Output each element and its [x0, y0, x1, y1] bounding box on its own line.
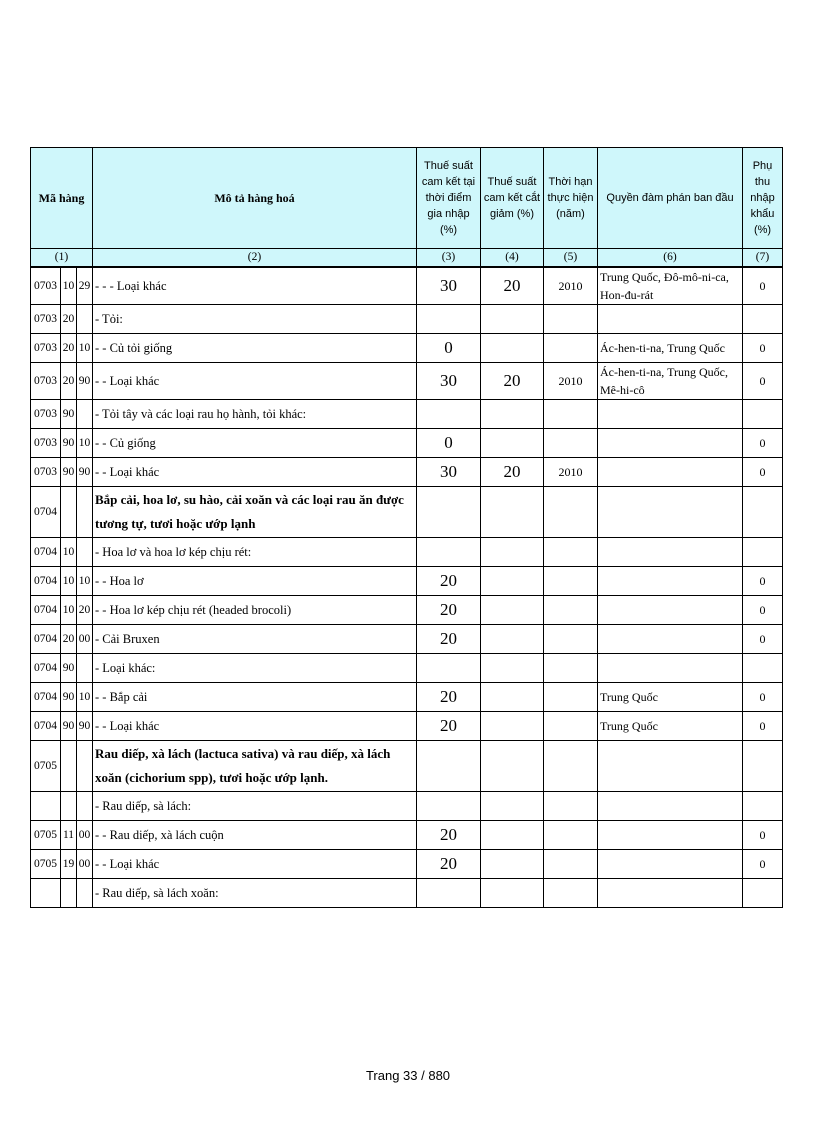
hs-heading-cell: 90	[61, 683, 77, 712]
import-surcharge-cell: 0	[743, 458, 783, 487]
hs-chapter-cell: 0703	[31, 458, 61, 487]
bound-rate-cell	[417, 654, 481, 683]
initial-negotiating-right-cell: Ác-hen-ti-na, Trung Quốc	[598, 334, 743, 363]
final-rate-cell	[481, 538, 544, 567]
bound-rate-cell	[417, 487, 481, 538]
implementation-year-cell	[544, 741, 598, 792]
description-cell: - - Loại khác	[93, 850, 417, 879]
initial-negotiating-right-cell: Trung Quốc, Đô-mô-ni-ca, Hon-đu-rát	[598, 267, 743, 305]
import-surcharge-cell: 0	[743, 567, 783, 596]
description-cell: Rau diếp, xà lách (lactuca sativa) và rau diếp, xà lách xoăn (cichorium spp), tươi hoặc ướp lạnh.	[93, 741, 417, 792]
hs-heading-cell	[61, 792, 77, 821]
implementation-year-cell	[544, 712, 598, 741]
implementation-year-cell	[544, 305, 598, 334]
hs-subheading-cell	[77, 305, 93, 334]
implementation-year-cell	[544, 538, 598, 567]
implementation-year-cell	[544, 567, 598, 596]
hs-subheading-cell: 00	[77, 850, 93, 879]
bound-rate-cell: 30	[417, 267, 481, 305]
import-surcharge-cell: 0	[743, 267, 783, 305]
hs-chapter-cell: 0704	[31, 567, 61, 596]
description-cell: - Tỏi:	[93, 305, 417, 334]
implementation-year-cell	[544, 821, 598, 850]
final-rate-cell	[481, 683, 544, 712]
import-surcharge-cell: 0	[743, 821, 783, 850]
bound-rate-cell	[417, 792, 481, 821]
hs-chapter-cell: 0705	[31, 821, 61, 850]
hs-subheading-cell: 10	[77, 429, 93, 458]
import-surcharge-cell: 0	[743, 683, 783, 712]
bound-rate-cell: 20	[417, 625, 481, 654]
hs-subheading-cell	[77, 654, 93, 683]
implementation-year-cell	[544, 683, 598, 712]
bound-rate-cell	[417, 538, 481, 567]
hs-heading-cell: 10	[61, 596, 77, 625]
import-surcharge-cell	[743, 400, 783, 429]
table-row	[31, 792, 783, 821]
initial-negotiating-right-cell	[598, 850, 743, 879]
import-surcharge-cell	[743, 305, 783, 334]
hs-heading-cell: 20	[61, 363, 77, 400]
import-surcharge-cell	[743, 654, 783, 683]
final-rate-cell	[481, 821, 544, 850]
table-row	[31, 400, 783, 429]
hs-heading-cell: 20	[61, 305, 77, 334]
hs-subheading-cell: 00	[77, 625, 93, 654]
bound-rate-cell	[417, 305, 481, 334]
header-col5: Thời hạn thực hiện (năm)	[544, 148, 598, 249]
hs-heading-cell: 11	[61, 821, 77, 850]
import-surcharge-cell: 0	[743, 429, 783, 458]
hs-chapter-cell: 0703	[31, 267, 61, 305]
hs-heading-cell: 90	[61, 429, 77, 458]
table-row	[31, 363, 783, 400]
table-row	[31, 305, 783, 334]
hs-chapter-cell: 0704	[31, 487, 61, 538]
implementation-year-cell	[544, 879, 598, 908]
initial-negotiating-right-cell	[598, 596, 743, 625]
description-cell: - Tỏi tây và các loại rau họ hành, tỏi khác:	[93, 400, 417, 429]
implementation-year-cell	[544, 792, 598, 821]
bound-rate-cell: 20	[417, 567, 481, 596]
import-surcharge-cell: 0	[743, 625, 783, 654]
hs-heading-cell	[61, 879, 77, 908]
bound-rate-cell: 0	[417, 334, 481, 363]
description-cell: - - Loại khác	[93, 363, 417, 400]
hs-subheading-cell	[77, 400, 93, 429]
final-rate-cell: 20	[481, 363, 544, 400]
index-label: (4)	[481, 249, 544, 268]
hs-subheading-cell: 90	[77, 712, 93, 741]
final-rate-cell	[481, 567, 544, 596]
hs-chapter-cell	[31, 879, 61, 908]
bound-rate-cell: 20	[417, 683, 481, 712]
initial-negotiating-right-cell	[598, 487, 743, 538]
initial-negotiating-right-cell: Trung Quốc	[598, 683, 743, 712]
hs-subheading-cell	[77, 538, 93, 567]
header-col6: Quyền đàm phán ban đầu	[598, 148, 743, 249]
import-surcharge-cell: 0	[743, 712, 783, 741]
table-row	[31, 267, 783, 305]
bound-rate-cell: 20	[417, 712, 481, 741]
hs-chapter-cell: 0704	[31, 683, 61, 712]
hs-chapter-cell: 0704	[31, 654, 61, 683]
table-row	[31, 654, 783, 683]
tariff-table	[30, 147, 783, 908]
initial-negotiating-right-cell	[598, 625, 743, 654]
hs-heading-cell: 20	[61, 625, 77, 654]
table-row	[31, 596, 783, 625]
implementation-year-cell: 2010	[544, 458, 598, 487]
initial-negotiating-right-cell: Ác-hen-ti-na, Trung Quốc, Mê-hi-cô	[598, 363, 743, 400]
description-cell: - - Hoa lơ kép chịu rét (headed brocoli)	[93, 596, 417, 625]
hs-subheading-cell: 90	[77, 363, 93, 400]
bound-rate-cell: 20	[417, 850, 481, 879]
table-body	[31, 267, 783, 908]
initial-negotiating-right-cell	[598, 654, 743, 683]
description-cell: - Rau diếp, sà lách:	[93, 792, 417, 821]
description-cell: - Cải Bruxen	[93, 625, 417, 654]
implementation-year-cell	[544, 429, 598, 458]
description-cell: - - Bắp cải	[93, 683, 417, 712]
table-row	[31, 850, 783, 879]
hs-heading-cell: 10	[61, 267, 77, 305]
hs-subheading-cell	[77, 792, 93, 821]
bound-rate-cell: 0	[417, 429, 481, 458]
implementation-year-cell	[544, 400, 598, 429]
initial-negotiating-right-cell	[598, 400, 743, 429]
initial-negotiating-right-cell	[598, 305, 743, 334]
index-label: (2)	[93, 249, 417, 268]
hs-subheading-cell: 10	[77, 683, 93, 712]
hs-chapter-cell: 0703	[31, 429, 61, 458]
page-number: Trang 33 / 880	[365, 1068, 451, 1083]
hs-chapter-cell: 0704	[31, 625, 61, 654]
index-label: (3)	[417, 249, 481, 268]
hs-heading-cell: 90	[61, 712, 77, 741]
hs-subheading-cell: 29	[77, 267, 93, 305]
hs-heading-cell: 90	[61, 654, 77, 683]
import-surcharge-cell: 0	[743, 363, 783, 400]
table-row	[31, 538, 783, 567]
description-cell: - - Loại khác	[93, 712, 417, 741]
import-surcharge-cell	[743, 741, 783, 792]
import-surcharge-cell: 0	[743, 596, 783, 625]
hs-heading-cell: 90	[61, 400, 77, 429]
description-cell: - - - Loại khác	[93, 267, 417, 305]
hs-chapter-cell: 0704	[31, 712, 61, 741]
hs-subheading-cell: 00	[77, 821, 93, 850]
final-rate-cell	[481, 712, 544, 741]
final-rate-cell	[481, 487, 544, 538]
hs-chapter-cell: 0705	[31, 850, 61, 879]
hs-chapter-cell: 0704	[31, 538, 61, 567]
bound-rate-cell: 20	[417, 821, 481, 850]
initial-negotiating-right-cell: Trung Quốc	[598, 712, 743, 741]
hs-subheading-cell	[77, 487, 93, 538]
implementation-year-cell	[544, 334, 598, 363]
final-rate-cell	[481, 596, 544, 625]
hs-chapter-cell: 0703	[31, 305, 61, 334]
initial-negotiating-right-cell	[598, 429, 743, 458]
header-col4: Thuế suất cam kết cắt giảm (%)	[481, 148, 544, 249]
header-row	[31, 148, 783, 249]
table-row	[31, 487, 783, 538]
final-rate-cell	[481, 741, 544, 792]
implementation-year-cell: 2010	[544, 363, 598, 400]
final-rate-cell	[481, 879, 544, 908]
header-col3: Thuế suất cam kết tại thời điểm gia nhập (%)	[417, 148, 481, 249]
import-surcharge-cell	[743, 879, 783, 908]
hs-subheading-cell	[77, 741, 93, 792]
description-cell: - - Củ giống	[93, 429, 417, 458]
hs-subheading-cell: 10	[77, 567, 93, 596]
initial-negotiating-right-cell	[598, 741, 743, 792]
table-row	[31, 625, 783, 654]
table-row	[31, 683, 783, 712]
hs-subheading-cell	[77, 879, 93, 908]
table-row	[31, 712, 783, 741]
hs-chapter-cell: 0704	[31, 596, 61, 625]
initial-negotiating-right-cell	[598, 538, 743, 567]
final-rate-cell: 20	[481, 458, 544, 487]
final-rate-cell	[481, 305, 544, 334]
hs-chapter-cell: 0703	[31, 363, 61, 400]
implementation-year-cell	[544, 654, 598, 683]
bound-rate-cell	[417, 400, 481, 429]
bound-rate-cell: 30	[417, 458, 481, 487]
import-surcharge-cell	[743, 538, 783, 567]
implementation-year-cell	[544, 596, 598, 625]
hs-heading-cell: 10	[61, 538, 77, 567]
final-rate-cell	[481, 792, 544, 821]
import-surcharge-cell	[743, 792, 783, 821]
import-surcharge-cell: 0	[743, 850, 783, 879]
table-row	[31, 821, 783, 850]
bound-rate-cell: 30	[417, 363, 481, 400]
hs-heading-cell: 90	[61, 458, 77, 487]
hs-subheading-cell: 20	[77, 596, 93, 625]
import-surcharge-cell: 0	[743, 334, 783, 363]
initial-negotiating-right-cell	[598, 792, 743, 821]
hs-chapter-cell: 0705	[31, 741, 61, 792]
final-rate-cell	[481, 334, 544, 363]
final-rate-cell	[481, 429, 544, 458]
bound-rate-cell: 20	[417, 596, 481, 625]
table-row	[31, 334, 783, 363]
hs-chapter-cell	[31, 792, 61, 821]
table-row	[31, 567, 783, 596]
hs-heading-cell	[61, 741, 77, 792]
implementation-year-cell	[544, 850, 598, 879]
hs-heading-cell	[61, 487, 77, 538]
bound-rate-cell	[417, 879, 481, 908]
table-row	[31, 879, 783, 908]
description-cell: Bắp cải, hoa lơ, su hào, cải xoăn và các loại rau ăn được tương tự, tươi hoặc ướp lạnh	[93, 487, 417, 538]
initial-negotiating-right-cell	[598, 567, 743, 596]
description-cell: - Loại khác:	[93, 654, 417, 683]
hs-heading-cell: 10	[61, 567, 77, 596]
hs-chapter-cell: 0703	[31, 334, 61, 363]
index-label: (6)	[598, 249, 743, 268]
hs-subheading-cell: 90	[77, 458, 93, 487]
description-cell: - - Loại khác	[93, 458, 417, 487]
initial-negotiating-right-cell	[598, 458, 743, 487]
description-cell: - Rau diếp, sà lách xoăn:	[93, 879, 417, 908]
header-ma-hang: Mã hàng	[31, 148, 93, 249]
index-label: (1)	[31, 249, 93, 268]
implementation-year-cell: 2010	[544, 267, 598, 305]
initial-negotiating-right-cell	[598, 821, 743, 850]
implementation-year-cell	[544, 487, 598, 538]
hs-chapter-cell: 0703	[31, 400, 61, 429]
table-row	[31, 429, 783, 458]
index-label: (7)	[743, 249, 783, 268]
description-cell: - - Rau diếp, xà lách cuộn	[93, 821, 417, 850]
bound-rate-cell	[417, 741, 481, 792]
final-rate-cell: 20	[481, 267, 544, 305]
final-rate-cell	[481, 850, 544, 879]
initial-negotiating-right-cell	[598, 879, 743, 908]
hs-heading-cell: 19	[61, 850, 77, 879]
description-cell: - - Hoa lơ	[93, 567, 417, 596]
final-rate-cell	[481, 654, 544, 683]
header-col7: Phụ thu nhập khẩu (%)	[743, 148, 783, 249]
index-row	[31, 249, 783, 268]
index-label: (5)	[544, 249, 598, 268]
final-rate-cell	[481, 400, 544, 429]
implementation-year-cell	[544, 625, 598, 654]
import-surcharge-cell	[743, 487, 783, 538]
table-row	[31, 741, 783, 792]
hs-heading-cell: 20	[61, 334, 77, 363]
table-row	[31, 458, 783, 487]
description-cell: - Hoa lơ và hoa lơ kép chịu rét:	[93, 538, 417, 567]
hs-subheading-cell: 10	[77, 334, 93, 363]
header-mo-ta: Mô tả hàng hoá	[93, 148, 417, 249]
final-rate-cell	[481, 625, 544, 654]
description-cell: - - Củ tỏi giống	[93, 334, 417, 363]
